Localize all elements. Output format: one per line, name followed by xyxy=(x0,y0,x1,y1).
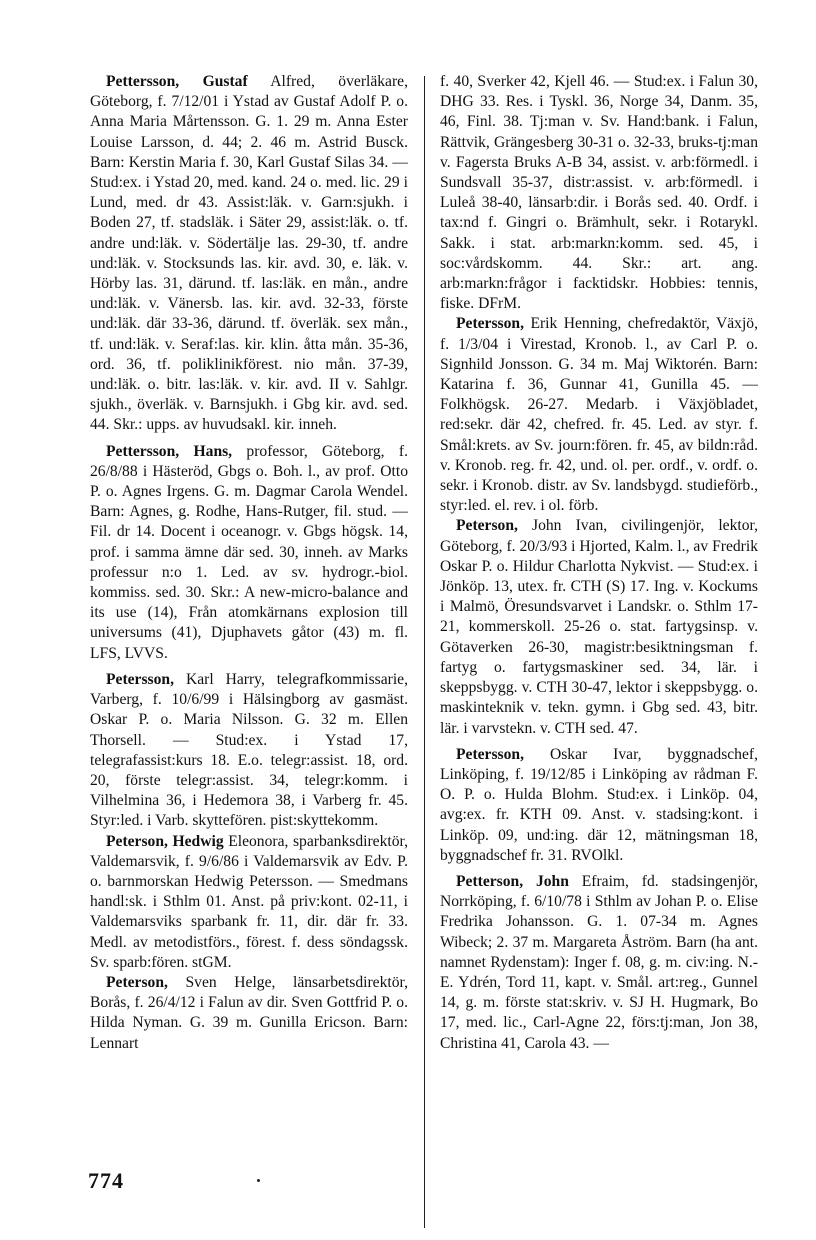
entry-hans-pettersson xyxy=(90,442,408,664)
entry-john-efraim-petterson xyxy=(440,872,758,1054)
entry-surname: Petterson, John xyxy=(456,872,569,890)
entry-surname: Peterson, Hedwig xyxy=(106,832,224,850)
column-divider xyxy=(424,76,425,1228)
right-column xyxy=(440,72,758,1054)
entry-text: Oskar Ivar, byggnadschef, Linköping, f. 19/12/85 i Linköping av rådman F. O. P. o. Hulda Blohm. Stud:ex. i Linköp. 04, avg:ex. fr. KTH 09. Anst. v. stadsing:kont. i Linköp. 09, und:ing. där 12, mätningsman 18, byggnadschef fr. 31. RVOlkl. xyxy=(440,745,758,864)
entry-text: Eleonora, sparbanksdirektör, Valdemarsvik, f. 9/6/86 i Valdemarsvik av Edv. P. o. barnmorskan Hedwig Petersson. — Smedmans handl:sk. i Sthlm 01. Anst. på priv:kont. 02-11, i Valdemarsviks sparbank fr. 11, dir. där fr. 33. Medl. av metodistförs., förest. f. dess söndagssk. Sv. sparb:fören. stGM. xyxy=(90,832,408,971)
left-column xyxy=(90,72,408,1054)
entry-surname: Petersson, xyxy=(456,315,524,333)
entry-text: Alfred, överläkare, Göteborg, f. 7/12/01 i Ystad av Gustaf Adolf P. o. Anna Maria Mårtensson. G. 1. 29 m. Anna Ester Louise Larsson, d. 44; 2. 46 m. Astrid Busck. Barn: Kerstin Maria f. 30, Karl Gustaf Silas 34. — Stud:ex. i Ystad 20, med. kand. 24 o. med. lic. 29 i Lund, med. dr 43. Assist:läk. v. Garn:sjukh. i Boden 27, tf. stadsläk. i Säter 29, assist:läk. o. tf. andre und:läk. v. Södertälje las. 29-30, tf. andre und:läk. v. Stocksunds las. kir. avd. 30, e. läk. v. Hörby las. 31, därund. tf. las:läk. en mån., andre und:läk. v. Vänersb. las. kir. avd. 32-33, förste und:läk. där 33-36, därund. tf. överläk. sex mån., tf. und:läk. v. Seraf:las. kir. klin. åtta mån. 35-36, ord. 36, tf. poliklinikförest. nio mån. 37-39, und:läk. o. bitr. las:läk. v. kir. avd. II v. Sahlgr. sjukh., överläk. v. Barnsjukh. i Gbg kir. avd. sed. 44. Skr.: upps. av huvudsakl. kir. inneh. xyxy=(90,73,408,434)
entry-text: Efraim, fd. stadsingenjör, Norrköping, f. 6/10/78 i Sthlm av Johan P. o. Elise Fredrika Johansson. G. 1. 07-34 m. Agnes Wibeck; 2. 37 m. Margareta Åström. Barn (ha ant. namnet Rydenstam): Inger f. 08, g. m. civ:ing. N.-E. Ydrén, Tord 11, kapt. v. Smål. art:reg., Gunnel 14, g. m. förste stat:skriv. v. SJ H. Hugmark, Bo 17, med. lic., Carl-Agne 22, förs:tj:man, Jon 38, Christina 41, Carola 43. — xyxy=(440,872,758,1052)
entry-oskar-petersson xyxy=(440,745,758,866)
entry-surname: Peterson, xyxy=(106,973,168,991)
entry-text: f. 40, Sverker 42, Kjell 46. — Stud:ex. i Falun 30, DHG 33. Res. i Tyskl. 36, Norge 34, Danm. 35, 46, Finl. 38. Tj:man v. Sv. Hand:bank. i Falun, Rättvik, Grängesberg 30-31 o. 32-33, bruks-tj:man v. Fagersta Bruks A-B 34, assist. v. arb:förmedl. i Sundsvall 35-37, distr:assist. v. arb:förmedl. i Luleå 38-40, länsarb:dir. i Borås sed. 40. Ordf. i tax:nd f. Gingri o. Brämhult, sekr. i Rotarykl. Sakk. i stat. arb:markn:komm. sed. 45, i soc:vårdskomm. 44. Skr.: art. ang. arb:markn:frågor i facktidskr. Hobbies: tennis, fiske. DFrM. xyxy=(440,73,758,313)
entry-surname: Peterson, xyxy=(456,517,518,535)
entry-text: John Ivan, civilingenjör, lektor, Göteborg, f. 20/3/93 i Hjorted, Kalm. l., av Fredrik Oskar P. o. Hildur Charlotta Nykvist. — Stud:ex. i Jönköp. 13, utex. fr. CTH (S) 17. Ing. v. Kockums i Malmö, Öresundsvarvet i Landskr. o. Sthlm 17-21, kommerskoll. 25-26 o. stat. fartygsinsp. v. Götaverken 26-30, magistr:besiktningsman f. fartyg o. fartygsmaskiner sed. 34, lär. i skeppsbygg. v. CTH 30-47, lektor i skeppsbygg. o. maskinteknik v. tekn. gymn. i Gbg sed. 43, bitr. lär. i varvstekn. v. CTH sed. 47. xyxy=(440,517,758,737)
entry-hedwig-peterson xyxy=(90,832,408,973)
entry-surname: Pettersson, Gustaf xyxy=(106,73,248,90)
entry-surname: Pettersson, Hans, xyxy=(106,442,233,460)
entry-gustaf-pettersson xyxy=(90,72,408,436)
entry-harry-petersson xyxy=(90,670,408,832)
entry-sven-helge-peterson xyxy=(90,973,408,1054)
page-number: 774 xyxy=(88,1168,124,1193)
entry-text: professor, Göteborg, f. 26/8/88 i Hästeröd, Gbgs o. Boh. l., av prof. Otto P. o. Agnes Irgens. G. m. Dagmar Carola Wendel. Barn: Agnes, g. Rodhe, Hans-Rutger, fil. stud. — Fil. dr 14. Docent i oceanogr. v. Gbgs högsk. 14, prof. i samma ämne där sed. 30, inneh. av Marks professur n:o 1. Led. av sv. hydrogr.-biol. kommiss. sed. 30. Skr.: A new-micro-balance and its use (14), Från atomkärnans explosion till universums (41), Djuphavets gåtor (43) m. fl. LFS, LVVS. xyxy=(90,442,408,662)
entry-surname: Petersson, xyxy=(106,670,174,688)
entry-john-ivan-peterson xyxy=(440,516,758,738)
entry-text: Sven Helge, länsarbetsdirektör, Borås, f. 26/4/12 i Falun av dir. Sven Gottfrid P. o. Hilda Nyman. G. 39 m. Gunilla Ericson. Barn: Lennart xyxy=(90,973,408,1052)
entry-sven-helge-continued xyxy=(440,72,758,314)
entry-text: Karl Harry, telegrafkommissarie, Varberg, f. 10/6/99 i Hälsingborg av gasmäst. Oskar P. o. Maria Nilsson. G. 32 m. Ellen Thorsell. — Stud:ex. i Ystad 17, telegrafassist:kurs 18. E.o. telegr:assist. 18, ord. 20, förste telegr:assist. 34, telegr:komm. i Vilhelmina 36, i Hedemora 38, i Varberg fr. 45. Styr:led. i Varb. skyttefören. pist:skyttekomm. xyxy=(90,670,408,830)
entry-text: Erik Henning, chefredaktör, Växjö, f. 1/3/04 i Virestad, Kronob. l., av Carl P. o. Signhild Jonsson. G. 34 m. Maj Wiktorén. Barn: Katarina f. 36, Gunnar 41, Gunilla 45. — Folkhögsk. 26-27. Medarb. i Växjöbladet, red:sekr. där 42, chefred. fr. 45. Led. av styr. f. Smål:krets. av Sv. journ:fören. fr. 45, av bildn:råd. v. Kronob. reg. fr. 42, und. ol. per. ordf., v. ordf. o. sekr. i Kronob. distr. av Sv. landsbygd. studieförb., styr:led. el. rev. i ol. förb. xyxy=(440,315,758,515)
entry-surname: Petersson, xyxy=(456,745,524,763)
entry-erik-petersson xyxy=(440,314,758,516)
footer-dot xyxy=(257,1179,260,1182)
